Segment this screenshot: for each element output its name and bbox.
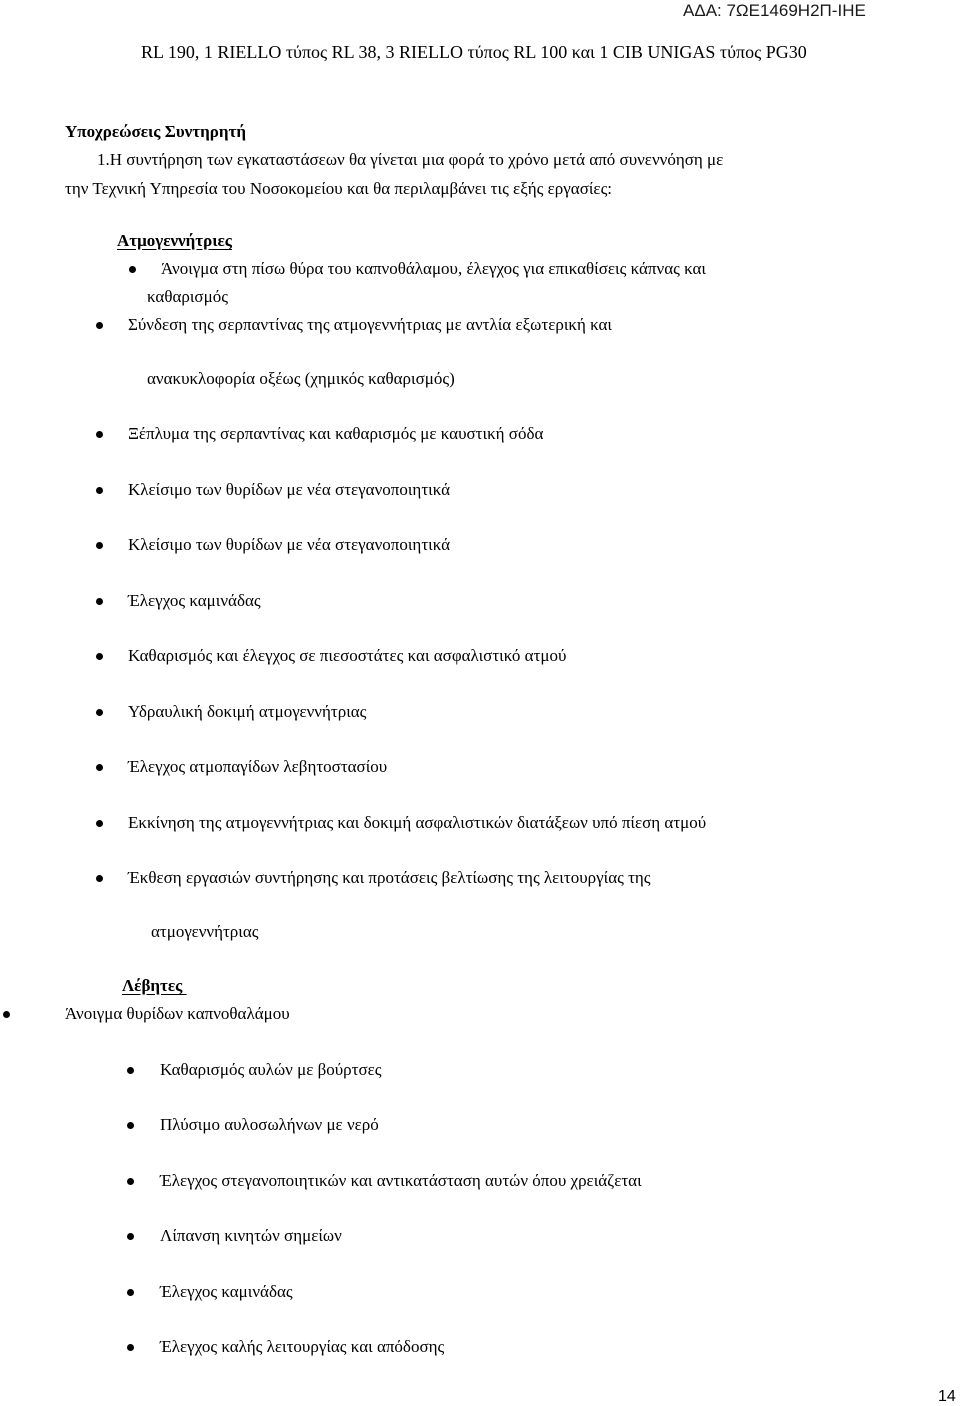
list-item: Κλείσιμο των θυρίδων με νέα στεγανοποιητικά [128, 535, 451, 554]
list-item: Ξέπλυμα της σερπαντίνας και καθαρισμός με καυστική σόδα [128, 424, 544, 443]
list-item: Έκθεση εργασιών συντήρησης και προτάσεις βελτίωσης της λειτουργίας της [128, 868, 651, 887]
list-item: Υδραυλική δοκιμή ατμογεννήτριας [128, 702, 367, 721]
list-item: Πλύσιμο αυλοσωλήνων με νερό [160, 1115, 379, 1134]
bullet-icon [96, 709, 103, 716]
list-item: Εκκίνηση της ατμογεννήτριας και δοκιμή ασφαλιστικών διατάξεων υπό πίεση ατμού [128, 813, 707, 832]
section-title: Υποχρεώσεις Συντηρητή [65, 122, 246, 141]
page-number: 14 [938, 1388, 956, 1405]
list-item: ανακυκλοφορία οξέως (χημικός καθαρισμός) [147, 369, 455, 388]
list-item: ατμογεννήτριας [151, 922, 259, 941]
document-subtitle: RL 190, 1 RIELLO τύπος RL 38, 3 RIELLO τύπος RL 100 και 1 CIB UNIGAS τύπος PG30 [141, 42, 807, 62]
list-item: Κλείσιμο των θυρίδων με νέα στεγανοποιητικά [128, 480, 451, 499]
bullet-icon [127, 1178, 134, 1185]
bullet-icon [129, 266, 136, 273]
list-item: Έλεγχος καμινάδας [160, 1282, 293, 1301]
list-item: Έλεγχος στεγανοποιητικών και αντικατάσταση αυτών όπου χρειάζεται [160, 1171, 642, 1190]
bullet-icon [96, 598, 103, 605]
bullet-icon [96, 875, 103, 882]
bullet-icon [96, 542, 103, 549]
intro-line-1: 1.Η συντήρηση των εγκαταστάσεων θα γίνεται μια φορά το χρόνο μετά από συνεννόηση με [97, 150, 724, 169]
list-item: Καθαρισμός και έλεγχος σε πιεσοστάτες και ασφαλιστικό ατμού [128, 646, 567, 665]
bullet-icon [3, 1011, 10, 1018]
bullet-icon [96, 322, 103, 329]
boilers-heading: Λέβητες [122, 976, 187, 995]
list-item: Έλεγχος ατμοπαγίδων λεβητοστασίου [128, 757, 388, 776]
list-item: Έλεγχος καλής λειτουργίας και απόδοσης [160, 1337, 445, 1356]
bullet-icon [127, 1289, 134, 1296]
steam-generators-heading: Ατμογεννήτριες [117, 231, 232, 250]
bullet-icon [96, 487, 103, 494]
list-item: Λίπανση κινητών σημείων [160, 1226, 342, 1245]
list-item: Άνοιγμα στη πίσω θύρα του καπνοθάλαμου, έλεγχος για επικαθίσεις κάπνας και [161, 259, 706, 278]
list-item: Άνοιγμα θυρίδων καπνοθαλάμου [65, 1004, 290, 1023]
intro-line-2: την Τεχνική Υπηρεσία του Νοσοκομείου και θα περιλαμβάνει τις εξής εργασίες: [65, 179, 613, 198]
bullet-icon [127, 1344, 134, 1351]
list-item: Καθαρισμός αυλών με βούρτσες [160, 1060, 382, 1079]
list-item: καθαρισμός [147, 287, 228, 306]
bullet-icon [127, 1067, 134, 1074]
bullet-icon [127, 1122, 134, 1129]
bullet-icon [96, 764, 103, 771]
bullet-icon [96, 653, 103, 660]
ada-code: ΑΔΑ: 7ΩΕ1469Η2Π-ΙΗΕ [683, 1, 866, 20]
bullet-icon [96, 431, 103, 438]
bullet-icon [127, 1233, 134, 1240]
bullet-icon [96, 820, 103, 827]
list-item: Σύνδεση της σερπαντίνας της ατμογεννήτριας με αντλία εξωτερική και [128, 315, 612, 334]
list-item: Έλεγχος καμινάδας [128, 591, 261, 610]
